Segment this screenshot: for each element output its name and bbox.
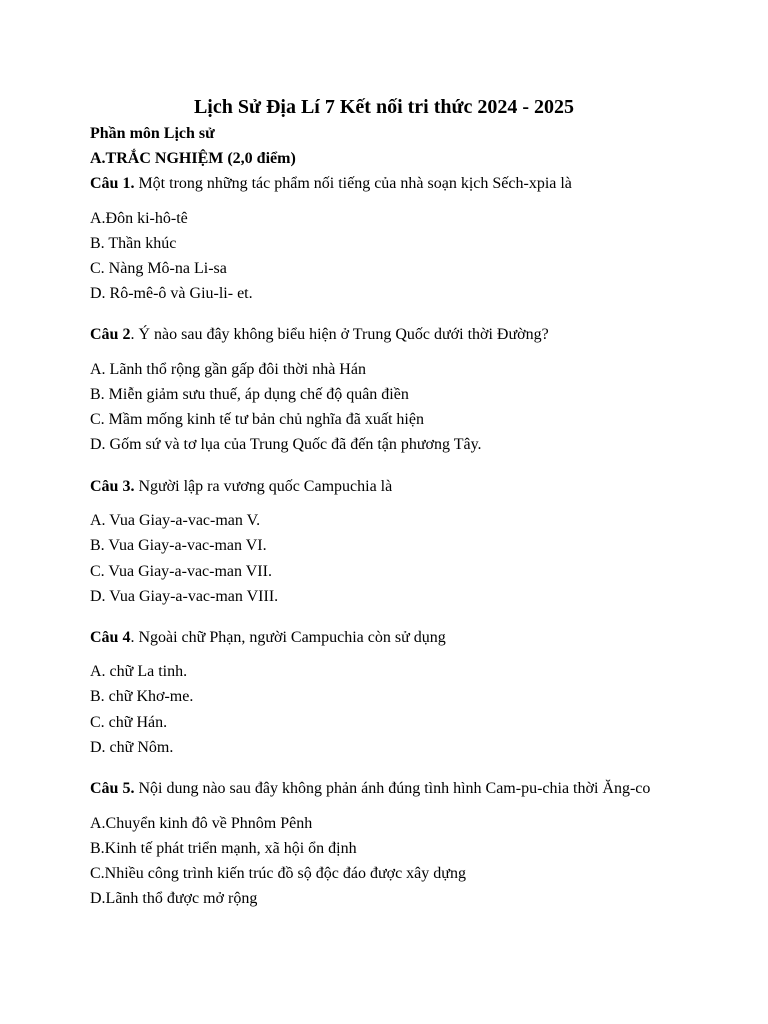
question-label: Câu 2 bbox=[90, 326, 131, 343]
question-5-option-a: A.Chuyển kinh đô về Phnôm Pênh bbox=[90, 815, 313, 832]
section-heading: Phần môn Lịch sử bbox=[90, 125, 215, 142]
question-4-option-b: B. chữ Khơ-me. bbox=[90, 688, 194, 705]
question-text: Một trong những tác phẩm nối tiếng của nhà soạn kịch Sếch-xpia là bbox=[134, 175, 572, 192]
question-4 bbox=[90, 628, 446, 648]
question-5-option-b: B.Kinh tế phát triển mạnh, xã hội ổn định bbox=[90, 840, 357, 857]
question-2 bbox=[90, 325, 549, 345]
question-4-option-d: D. chữ Nôm. bbox=[90, 739, 174, 756]
question-5-option-d: D.Lãnh thổ được mở rộng bbox=[90, 890, 258, 907]
question-3-option-d: D. Vua Giay-a-vac-man VIII. bbox=[90, 588, 279, 605]
question-3-option-a: A. Vua Giay-a-vac-man V. bbox=[90, 512, 261, 529]
question-2-option-a: A. Lãnh thổ rộng gần gấp đôi thời nhà Hán bbox=[90, 361, 366, 378]
question-3-option-b: B. Vua Giay-a-vac-man VI. bbox=[90, 537, 267, 554]
part-heading: A.TRẮC NGHIỆM (2,0 điểm) bbox=[90, 150, 296, 167]
question-label: Câu 5. bbox=[90, 780, 135, 797]
question-1-option-a: A.Đôn ki-hô-tê bbox=[90, 210, 188, 227]
question-label: Câu 3. bbox=[90, 478, 135, 495]
question-3-option-c: C. Vua Giay-a-vac-man VII. bbox=[90, 563, 272, 580]
question-3 bbox=[90, 477, 392, 497]
question-1-option-c: C. Nàng Mô-na Li-sa bbox=[90, 260, 227, 277]
question-label: Câu 4 bbox=[90, 629, 131, 646]
question-2-option-b: B. Miễn giảm sưu thuế, áp dụng chế độ quân điền bbox=[90, 386, 409, 403]
question-text: . Ngoài chữ Phạn, người Campuchia còn sử dụng bbox=[130, 629, 446, 646]
question-text: . Ý nào sau đây không biểu hiện ở Trung Quốc dưới thời Đường? bbox=[130, 326, 549, 343]
question-5-option-c: C.Nhiều công trình kiến trúc đồ sộ độc đáo được xây dựng bbox=[90, 865, 466, 882]
question-label: Câu 1. bbox=[90, 175, 135, 192]
question-1-option-b: B. Thần khúc bbox=[90, 235, 177, 252]
question-5 bbox=[90, 779, 650, 799]
question-2-option-d: D. Gốm sứ và tơ lụa của Trung Quốc đã đến tận phương Tây. bbox=[90, 436, 482, 453]
question-1-option-d: D. Rô-mê-ô và Giu-li- et. bbox=[90, 285, 253, 302]
question-text: Nội dung nào sau đây không phản ánh đúng tình hình Cam-pu-chia thời Ăng-co bbox=[134, 780, 651, 797]
question-4-option-a: A. chữ La tinh. bbox=[90, 663, 188, 680]
question-4-option-c: C. chữ Hán. bbox=[90, 714, 168, 731]
question-1 bbox=[90, 174, 572, 194]
question-text: Người lập ra vương quốc Campuchia là bbox=[134, 478, 393, 495]
document-title: Lịch Sử Địa Lí 7 Kết nối tri thức 2024 - 2025 bbox=[193, 96, 575, 118]
question-2-option-c: C. Mầm mống kinh tế tư bản chủ nghĩa đã xuất hiện bbox=[90, 411, 424, 428]
